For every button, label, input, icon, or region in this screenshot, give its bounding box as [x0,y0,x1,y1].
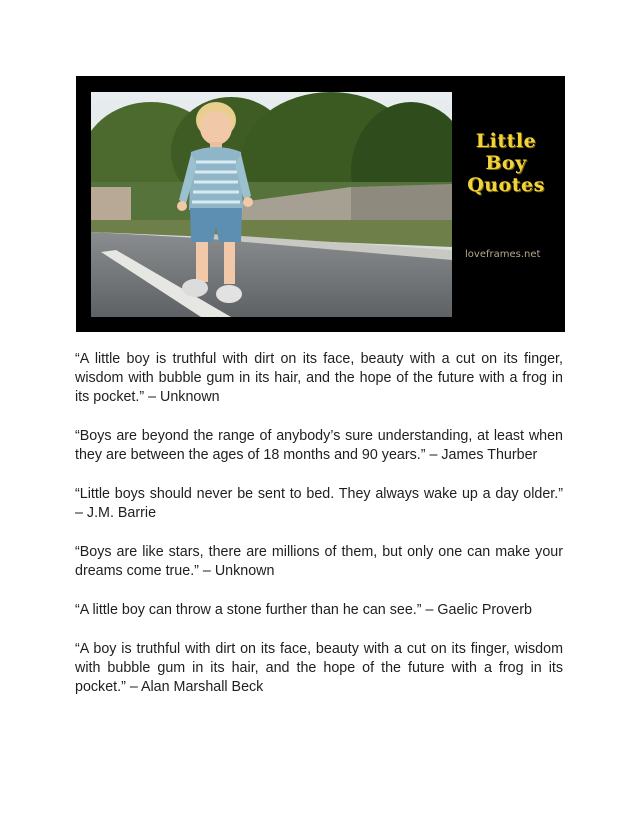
banner-site: loveframes.net [465,249,541,260]
banner-title-line: Little [475,130,537,152]
quote-banner [76,76,565,332]
quote-paragraph: “Boys are like stars, there are millions of them, but only one can make your dreams come true.” – Unknown [75,544,563,579]
quote-paragraph: “A little boy can throw a stone further than he can see.” – Gaelic Proverb [75,602,532,618]
quotes-list [75,350,563,717]
banner-title [456,130,556,196]
boy-photo [91,92,452,317]
quote-paragraph: “A boy is truthful with dirt on its face, beauty with a cut on its finger, wisdom with bubble gum in its hair, and the hope of the future with a frog in its pocket.” – Alan Marshall Beck [75,641,563,695]
banner-title-line: Quotes [467,174,545,196]
quote-paragraph: “Boys are beyond the range of anybody’s sure understanding, at least when they are between the ages of 18 months and 90 years.” – James Thurber [75,428,563,463]
banner-title-line: Boy [485,152,527,174]
quote-paragraph: “Little boys should never be sent to bed. They always wake up a day older.” – J.M. Barrie [75,486,563,521]
quote-paragraph: “A little boy is truthful with dirt on its face, beauty with a cut on its finger, wisdom with bubble gum in its hair, and the hope of the future with a frog in its pocket.” – Unknown [75,351,563,405]
